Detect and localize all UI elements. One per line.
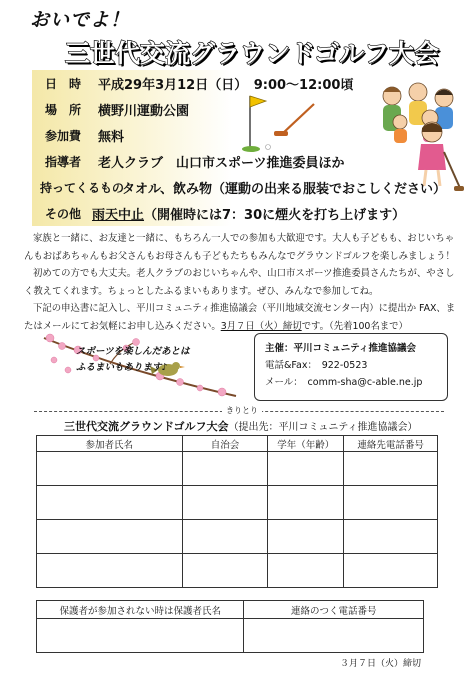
participant-name-field[interactable] bbox=[37, 452, 183, 486]
event-title: 三世代交流グラウンドゴルフ大会 bbox=[65, 39, 440, 68]
info-label-date: 日 時 bbox=[45, 77, 82, 91]
header-grade-age: 学年（年齢） bbox=[268, 436, 344, 452]
participant-name-field[interactable] bbox=[37, 520, 183, 554]
info-label-items: 持ってくるもの bbox=[40, 181, 125, 195]
cut-label: きりとり bbox=[222, 405, 262, 416]
deadline-text: 3月７日（火）締切 bbox=[220, 320, 302, 332]
table-row bbox=[37, 619, 424, 653]
info-row-items bbox=[0, 174, 476, 200]
info-label-place: 場 所 bbox=[45, 103, 82, 117]
header-participant-name: 参加者氏名 bbox=[37, 436, 183, 452]
header-guardian-name: 保護者が参加されない時は保護者氏名 bbox=[37, 601, 244, 619]
info-value-fee: 無料 bbox=[98, 130, 125, 145]
contact-phone-field[interactable] bbox=[344, 452, 438, 486]
participant-name-field[interactable] bbox=[37, 554, 183, 588]
body-paragraph-2: 初めての方でも大丈夫。老人クラブのおじいちゃんや、山口市スポーツ推進委員さんたちが、やさしく教えてくれます。ちょっとしたふるまいもあります。ぜひ、みんなで参加してね。 bbox=[24, 268, 455, 297]
header-guardian-phone: 連絡のつく電話番号 bbox=[244, 601, 424, 619]
neighborhood-field[interactable] bbox=[182, 554, 268, 588]
participant-name-field[interactable] bbox=[37, 486, 183, 520]
form-deadline: ３月７日（火）締切 bbox=[340, 659, 422, 669]
neighborhood-field[interactable] bbox=[182, 520, 268, 554]
contact-phone-field[interactable] bbox=[344, 554, 438, 588]
header-neighborhood: 自治会 bbox=[182, 436, 268, 452]
contact-phone-field[interactable] bbox=[344, 486, 438, 520]
info-label-other: その他 bbox=[45, 207, 82, 221]
info-label-instructor: 指導者 bbox=[45, 155, 82, 169]
guardian-table bbox=[36, 600, 424, 653]
info-value-place: 横野川運動公園 bbox=[98, 104, 190, 119]
form-title bbox=[64, 418, 418, 434]
form-title-note: （提出先：平川コミュニティ推進協議会） bbox=[228, 422, 418, 433]
info-label-fee: 参加費 bbox=[45, 129, 82, 143]
info-row-fee bbox=[0, 122, 476, 148]
info-row-date bbox=[0, 70, 476, 96]
info-row-other bbox=[0, 200, 476, 226]
table-row bbox=[37, 486, 438, 520]
application-instructions: 下記の申込書に記入し、平川コミュニティ推進協議会（平川地域交流センター内）に提出か FAX、またはメールにてお気軽にお申し込みください。 bbox=[24, 303, 456, 332]
organizer-email: メール： comm-sha@c-able.ne.jp bbox=[265, 377, 423, 388]
neighborhood-field[interactable] bbox=[182, 452, 268, 486]
organizer-name: 主催：平川コミュニティ推進協議会 bbox=[265, 343, 417, 354]
event-subtitle: おいでよ！ bbox=[30, 9, 131, 31]
table-row bbox=[37, 554, 438, 588]
capacity-note: です。（先着100名まで） bbox=[301, 320, 408, 332]
header-contact-phone: 連絡先電話番号 bbox=[344, 436, 438, 452]
info-value-items: タオル、飲み物（運動の出来る服装でおこしください） bbox=[122, 182, 446, 197]
neighborhood-field[interactable] bbox=[182, 486, 268, 520]
guardian-name-field[interactable] bbox=[37, 619, 244, 653]
organizer-phone: 電話&Fax： 922-0523 bbox=[265, 360, 368, 371]
speech-line-1: スポーツを楽しんだあとは bbox=[76, 346, 190, 357]
form-title-main: 三世代交流グラウンドゴルフ大会 bbox=[64, 420, 229, 433]
grade-age-field[interactable] bbox=[268, 554, 344, 588]
grade-age-field[interactable] bbox=[268, 486, 344, 520]
guardian-phone-field[interactable] bbox=[244, 619, 424, 653]
body-paragraph-1: 家族と一緒に、お友達と一緒に、もちろん一人での参加も大歓迎です。大人も子どもも、おじいちゃんもおばあちゃんもお父さんもお母さんも子どもたちもみんなでグラウンドゴルフを楽しみましょう！ bbox=[24, 233, 455, 262]
table-row bbox=[37, 520, 438, 554]
info-value-instructor: 老人クラブ 山口市スポーツ推進委員ほか bbox=[98, 156, 345, 171]
info-row-place bbox=[0, 96, 476, 122]
speech-text bbox=[76, 344, 190, 376]
fireworks-note: （開催時には7：30に煙火を打ち上げます） bbox=[144, 208, 406, 223]
info-value-date: 平成29年3月12日（日） 9:00～12:00頃 bbox=[98, 78, 354, 93]
table-row bbox=[37, 452, 438, 486]
grade-age-field[interactable] bbox=[268, 452, 344, 486]
grade-age-field[interactable] bbox=[268, 520, 344, 554]
organizer-box bbox=[254, 333, 448, 401]
speech-line-2: ふるまいもあります♪ bbox=[76, 362, 168, 373]
info-value-other bbox=[92, 204, 405, 223]
info-row-instructor bbox=[0, 148, 476, 174]
rain-cancel-text: 雨天中止 bbox=[92, 208, 145, 223]
participant-table bbox=[36, 435, 438, 588]
body-text bbox=[24, 230, 456, 336]
contact-phone-field[interactable] bbox=[344, 520, 438, 554]
